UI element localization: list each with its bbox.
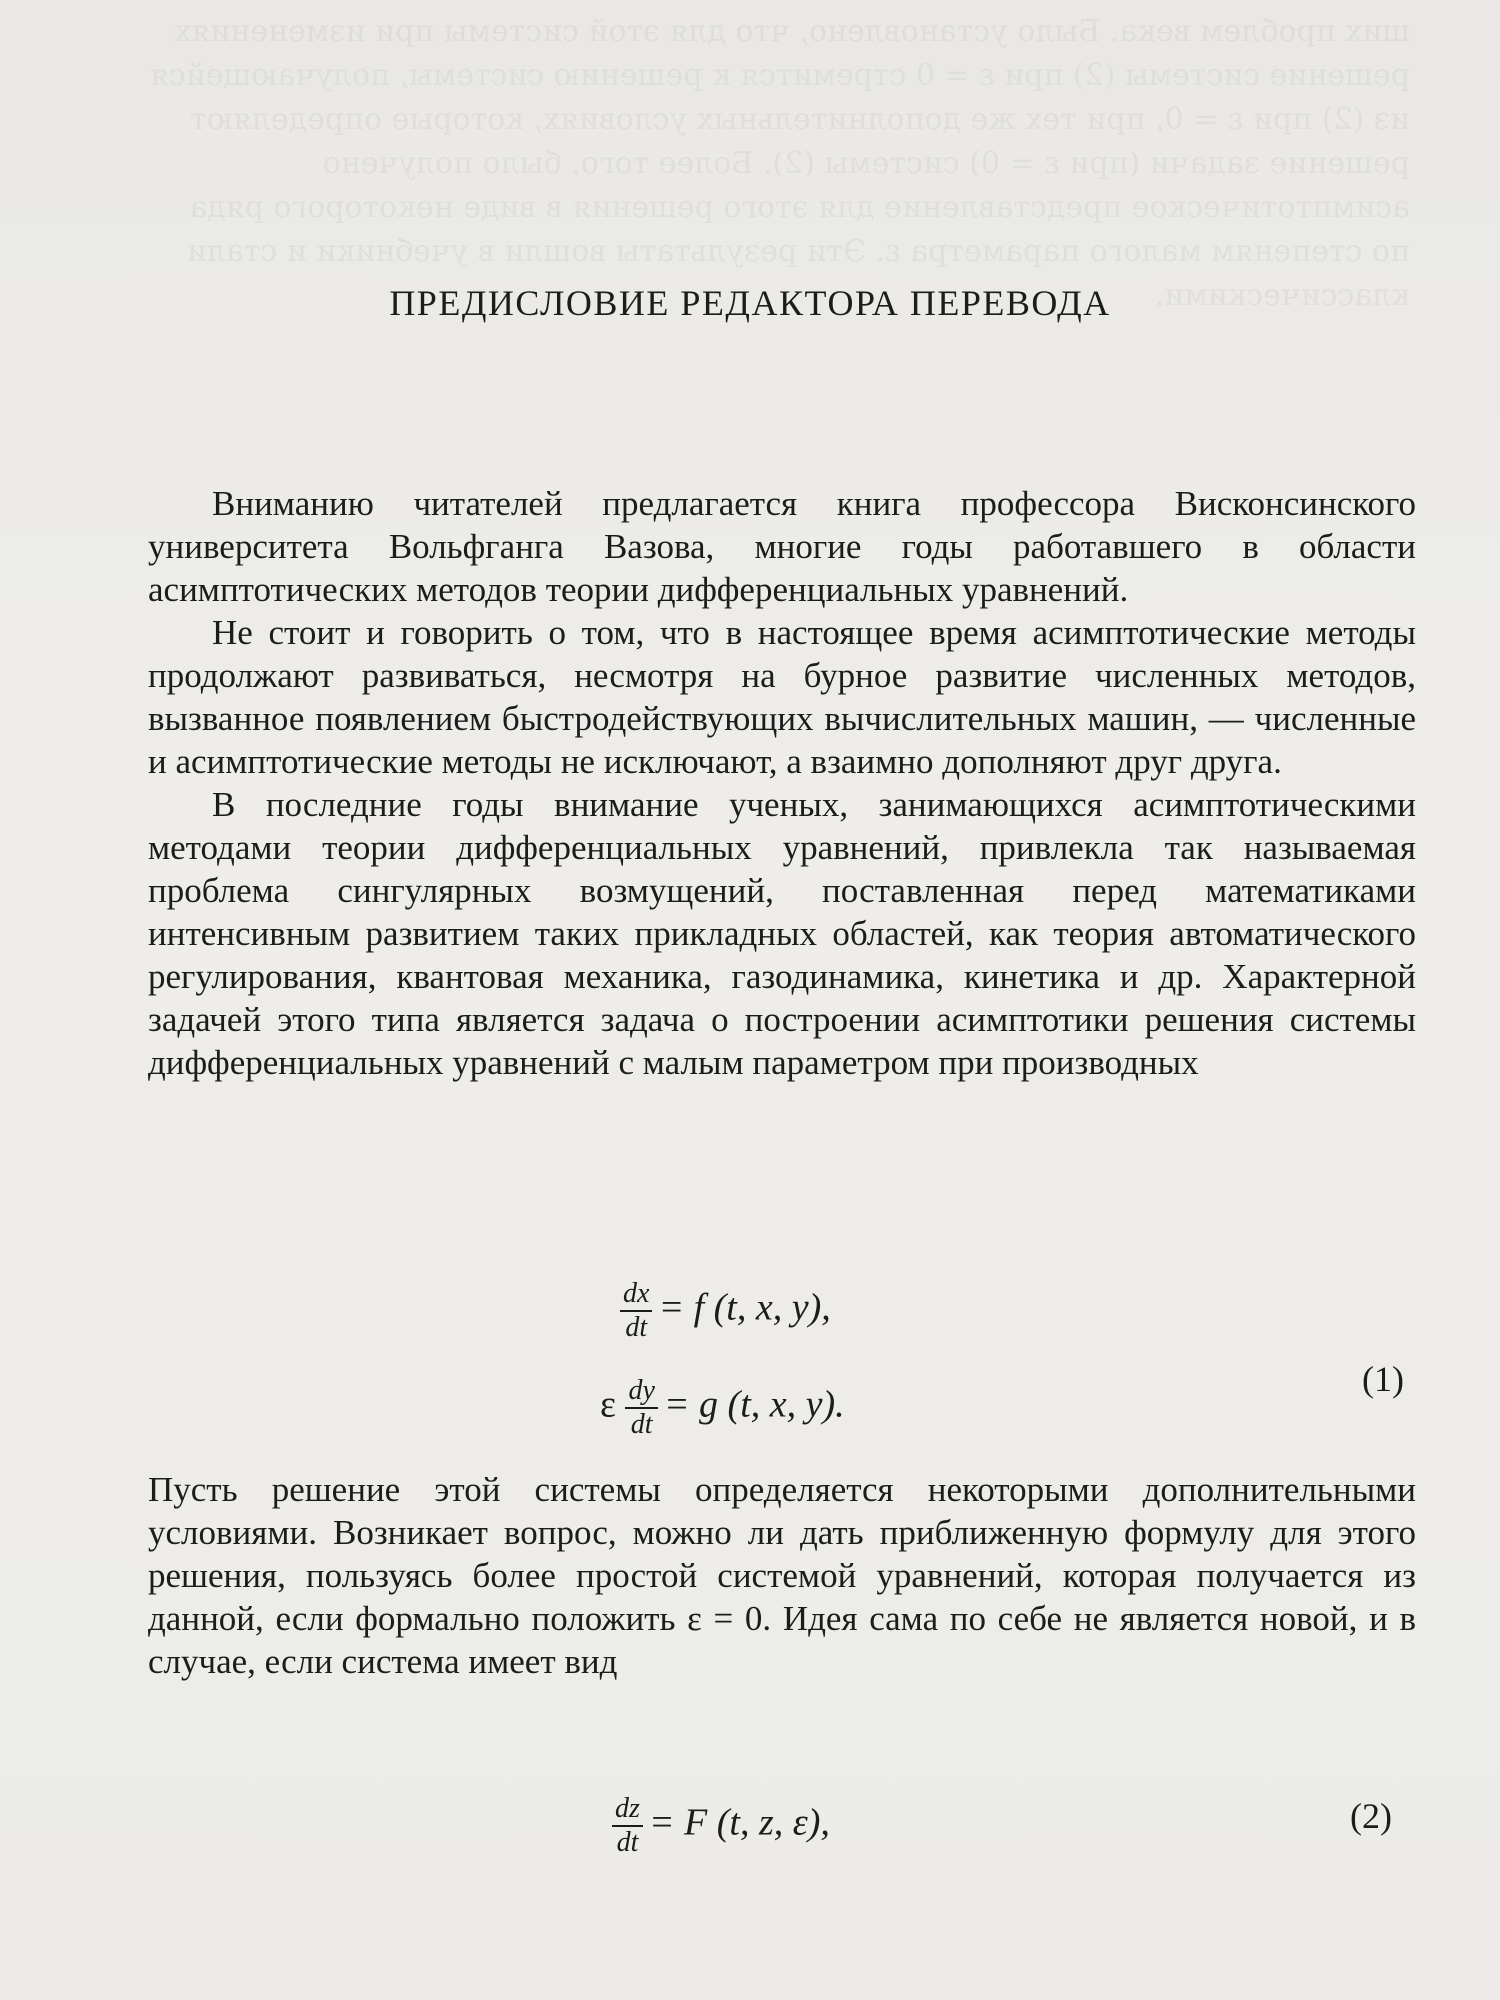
equation-number-1: (1) xyxy=(1362,1359,1404,1399)
page-title: ПРЕДИСЛОВИЕ РЕДАКТОРА ПЕРЕВОДА xyxy=(389,283,1111,323)
numerator: dy xyxy=(625,1375,657,1409)
equation-1b xyxy=(600,1375,845,1441)
denominator: dt xyxy=(616,1827,639,1858)
paragraph-4: Пусть решение этой системы определяется некоторыми дополнительными условиями. Возникает вопрос, можно ли дать приближенную формулу для этого решения, пользуясь более простой системой уравнений, которая получается из данной, если формально положить ε = 0. Идея сама по себе не является новой, и в случае, если система имеет вид xyxy=(148,1470,1416,1681)
equation-2 xyxy=(612,1793,830,1859)
equation-rhs: = F (t, z, ε), xyxy=(648,1801,830,1844)
equation-rhs: = g (t, x, y). xyxy=(663,1383,845,1426)
denominator: dt xyxy=(625,1312,648,1343)
body-text-bottom xyxy=(148,1468,1416,1683)
paragraph-3: В последние годы внимание ученых, занимающихся асимптотическими методами теории дифференциальных уравнений, привлекла так называемая проблема сингулярных возмущений, поставленная перед математиками интенсивным развитием таких прикладных областей, как теория автоматического регулирования, квантовая механика, газодинамика, кинетика и др. Характерной задачей этого типа является задача о построении асимптотики решения системы дифференциальных уравнений с малым параметром при производных xyxy=(148,785,1416,1082)
paragraph-1: Вниманию читателей предлагается книга профессора Висконсинского университета Вольфганга Вазова, многие годы работавшего в области асимптотических методов теории дифференциальных уравнений. xyxy=(148,484,1416,609)
denominator: dt xyxy=(630,1409,653,1440)
fraction xyxy=(620,1278,652,1344)
paragraph-2: Не стоит и говорить о том, что в настоящее время асимптотические методы продолжают развиваться, несмотря на бурное развитие численных методов, вызванное появлением быстродействующих вычислительных машин, — численные и асимптотические методы не исключают, а взаимно дополняют друг друга. xyxy=(148,613,1416,781)
body-text-top xyxy=(148,482,1416,1084)
numerator: dx xyxy=(620,1278,652,1312)
bleed-through-text: ших проблем века. Было установлено, что для этой системы при изменениях решение системы (2) при ε = 0 стремится к решению системы, получающейся из (2) при ε = 0, при тех же дополнительных условиях, которые определяют решение задачи (при ε = 0) системы (2). Более того, было получено асимптотическое представление для этого решения в виде некоторого ряда по степеням малого параметра ε. Эти результаты вошли в учебники и стали классическими. xyxy=(140,14,1410,313)
equation-1a xyxy=(620,1278,831,1344)
fraction xyxy=(625,1375,657,1441)
equation-rhs: = f (t, x, y), xyxy=(658,1286,831,1329)
numerator: dz xyxy=(612,1793,643,1827)
epsilon-prefix: ε xyxy=(600,1383,616,1426)
equation-number-2: (2) xyxy=(1350,1796,1392,1836)
fraction xyxy=(612,1793,643,1859)
